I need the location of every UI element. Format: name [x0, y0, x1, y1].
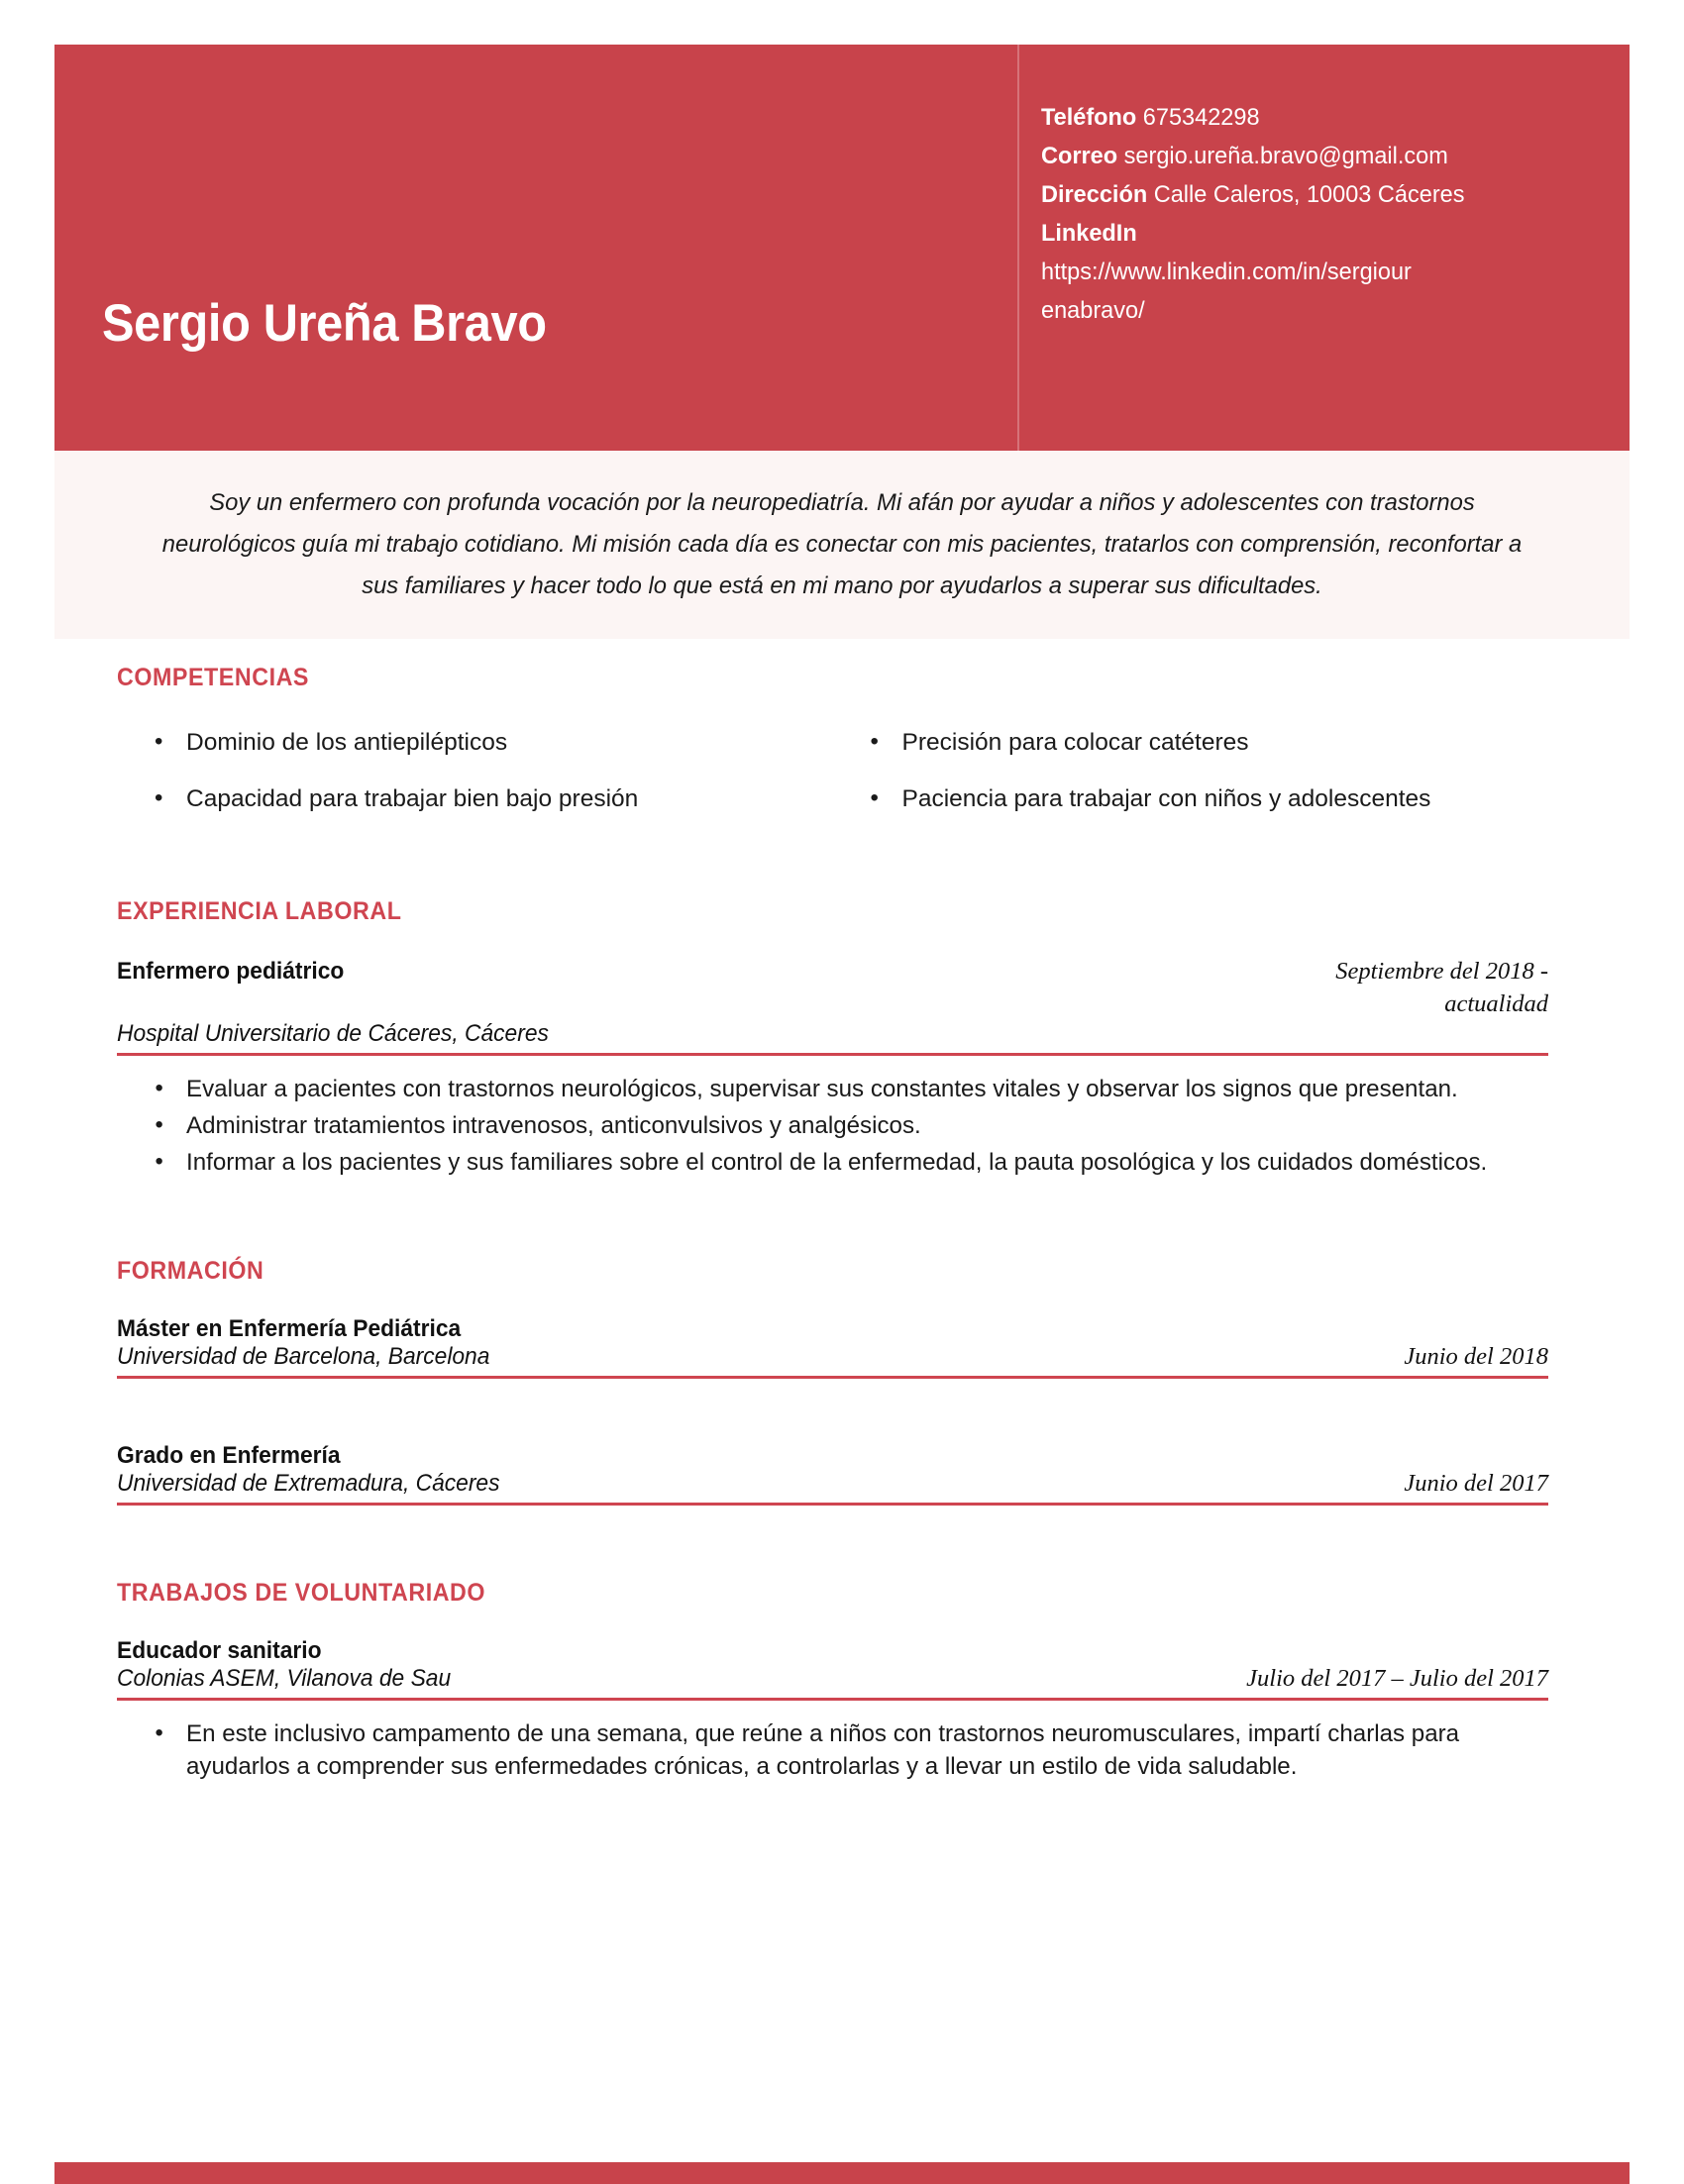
summary-band — [54, 451, 1630, 639]
list-item: • En este inclusivo campamento de una semana, que reúne a niños con trastornos neuromusculares, impartí charlas para ayudarlos a comprender sus enfermedades crónicas, a controlarlas y a llevar un estilo de vida saludable. — [186, 1718, 1527, 1784]
list-item: • Evaluar a pacientes con trastornos neurológicos, supervisar sus constantes vitales y observar los signos que presentan. — [186, 1074, 1527, 1106]
experience-title-row — [117, 956, 1548, 1020]
volunteering-title-row — [117, 1637, 1548, 1665]
education-entry-header — [117, 1315, 1548, 1379]
entry-divider — [117, 1053, 1548, 1056]
header-name-area — [54, 45, 1017, 451]
contact-phone-label: Teléfono — [1041, 104, 1137, 131]
contact-linkedin-url[interactable]: https://www.linkedin.com/in/sergiourenabravo/ — [1041, 258, 1412, 324]
education-degree: Grado en Enfermería — [117, 1441, 341, 1469]
section-education — [117, 1257, 1548, 1506]
cv-body — [117, 664, 1548, 1788]
list-item: • Informar a los pacientes y sus familiares sobre el control de la enfermedad, la pauta posológica y los cuidados domésticos. — [186, 1147, 1527, 1180]
candidate-name: Sergio Ureña Bravo — [102, 294, 547, 354]
section-volunteering — [117, 1579, 1548, 1784]
section-title-volunteering: TRABAJOS DE VOLUNTARIADO — [117, 1578, 486, 1607]
spacer — [117, 1184, 1548, 1257]
entry-divider — [117, 1503, 1548, 1506]
volunteering-date: Julio del 2017 – Julio del 2017 — [1246, 1664, 1548, 1692]
experience-entry — [117, 956, 1548, 1180]
section-title-education: FORMACIÓN — [117, 1256, 264, 1285]
contact-linkedin-label — [1041, 215, 1549, 254]
list-item: • Paciencia para trabajar con niños y adolescentes — [902, 784, 1549, 815]
contact-address-label: Dirección — [1041, 180, 1148, 208]
experience-entry-header — [117, 956, 1548, 1056]
footer-accent-bar — [54, 2162, 1630, 2184]
skills-columns — [117, 728, 1548, 840]
education-title-row — [117, 1315, 1548, 1343]
entry-divider — [117, 1698, 1548, 1701]
skills-column-left — [117, 728, 833, 840]
contact-email-label: Correo — [1041, 142, 1118, 169]
section-skills — [117, 664, 1548, 840]
contact-phone — [1041, 99, 1549, 138]
cv-header — [54, 45, 1630, 451]
contact-email — [1041, 138, 1549, 176]
education-org-row — [117, 1343, 1548, 1371]
volunteering-entry-header — [117, 1637, 1548, 1701]
spacer — [117, 840, 1548, 897]
skills-column-right — [833, 728, 1549, 840]
section-title-experience: EXPERIENCIA LABORAL — [117, 897, 402, 926]
list-item: • Administrar tratamientos intravenosos, anticonvulsivos y analgésicos. — [186, 1110, 1527, 1143]
entry-divider — [117, 1376, 1548, 1379]
education-org-row — [117, 1470, 1548, 1498]
education-entry-header — [117, 1442, 1548, 1506]
education-title-row — [117, 1442, 1548, 1470]
experience-bullets — [117, 1074, 1548, 1179]
summary-text: Soy un enfermero con profunda vocación por la neuropediatría. Mi afán por ayudar a niños y adolescentes con trastornos neurológicos guía mi trabajo cotidiano. Mi misión cada día es conectar con mis pacientes, tratarlos con comprensión, reconfortar a sus familiares y hacer todo lo que está en mi mano por ayudarlos a superar sus dificultades. — [161, 488, 1523, 600]
experience-organization: Hospital Universitario de Cáceres, Cáceres — [117, 1020, 549, 1048]
experience-role: Enfermero pediátrico — [117, 958, 345, 986]
volunteering-org-row — [117, 1665, 1548, 1693]
spacer — [117, 1379, 1548, 1412]
education-institution: Universidad de Extremadura, Cáceres — [117, 1469, 500, 1497]
contact-address — [1041, 176, 1549, 215]
volunteering-entry — [117, 1637, 1548, 1784]
contact-phone-value: 675342298 — [1142, 104, 1260, 131]
education-degree: Máster en Enfermería Pediátrica — [117, 1314, 462, 1342]
volunteering-bullets — [117, 1718, 1548, 1784]
contact-details — [1019, 45, 1630, 451]
experience-org-row — [117, 1020, 1548, 1048]
volunteering-role: Educador sanitario — [117, 1636, 322, 1664]
education-institution: Universidad de Barcelona, Barcelona — [117, 1342, 490, 1370]
experience-date: Septiembre del 2018 - actualidad — [1335, 958, 1548, 1017]
contact-email-value: sergio.ureña.bravo@gmail.com — [1123, 142, 1448, 169]
section-title-skills: COMPETENCIAS — [117, 664, 310, 691]
volunteering-organization: Colonias ASEM, Vilanova de Sau — [117, 1664, 452, 1692]
list-item: • Precisión para colocar catéteres — [902, 728, 1549, 759]
list-item: • Capacidad para trabajar bien bajo presión — [186, 784, 833, 815]
education-date: Junio del 2017 — [1404, 1469, 1548, 1497]
list-item: • Dominio de los antiepilépticos — [186, 728, 833, 759]
education-entry — [117, 1315, 1548, 1379]
linkedin-label-text: LinkedIn — [1041, 219, 1137, 247]
section-experience — [117, 897, 1548, 1180]
education-date: Junio del 2018 — [1404, 1342, 1548, 1370]
contact-address-value: Calle Caleros, 10003 Cáceres — [1153, 180, 1465, 208]
education-entry — [117, 1442, 1548, 1506]
spacer — [117, 1506, 1548, 1579]
